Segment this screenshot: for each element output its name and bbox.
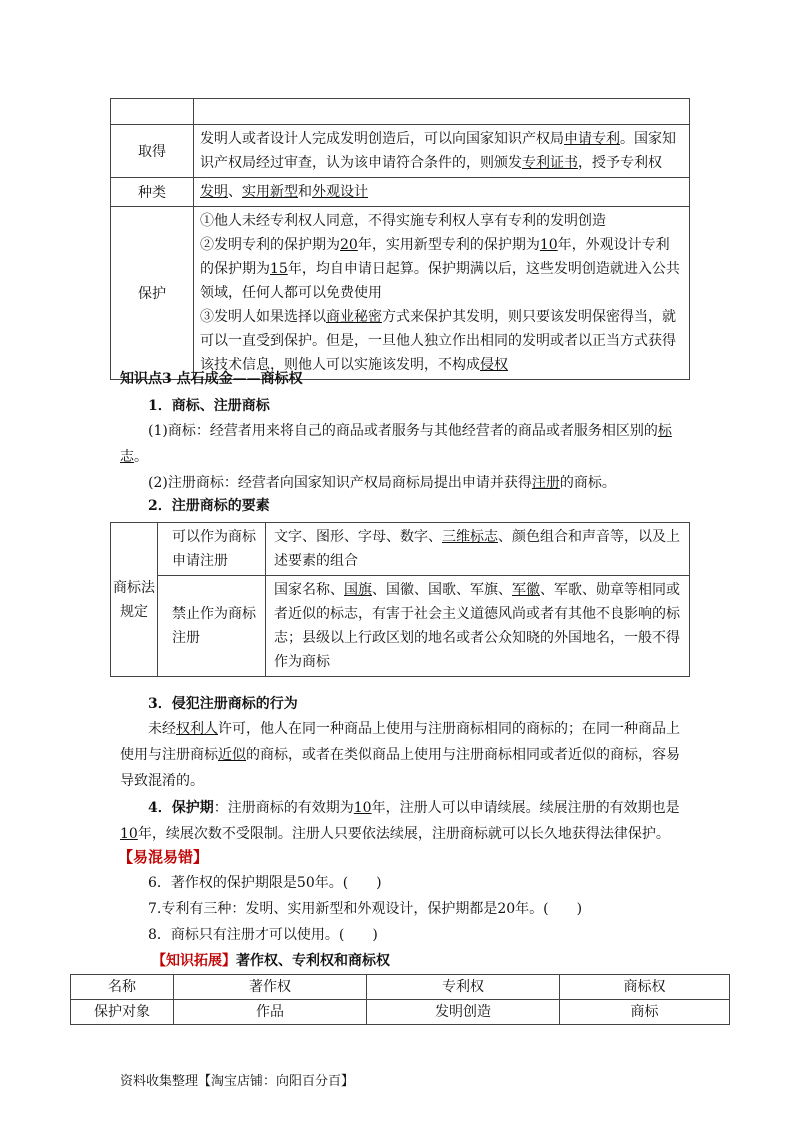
extension-header <box>152 950 390 970</box>
section-2-title: 2．注册商标的要素 <box>148 498 270 514</box>
comparison-table <box>70 974 730 1025</box>
text-run: 和 <box>298 184 312 200</box>
para-trademark-definition <box>120 418 688 470</box>
knowledge-point-title: 知识点3 点石成金——商标权 <box>120 371 303 387</box>
table-header-cell: 名称 <box>71 975 174 1000</box>
registrable-content <box>266 523 690 576</box>
para-registered-trademark <box>120 470 688 496</box>
underlined-answer: 专利证书 <box>522 155 578 171</box>
text-run: 年，实用新型专利的保护期为 <box>357 237 540 253</box>
row-key-protection: 保护 <box>111 207 194 380</box>
table-row <box>111 125 690 178</box>
text-run: 发明人或者设计人完成发明创造后，可以向国家知识产权局 <box>200 131 564 147</box>
row-value-obtain <box>194 125 690 178</box>
table-cell <box>194 99 690 125</box>
confusion-item: 7.专利有三种：发明、实用新型和外观设计，保护期都是20年。( ) <box>148 901 583 917</box>
table-cell: 保护对象 <box>71 1000 174 1025</box>
table-row <box>111 523 690 576</box>
text-run: 的商标。 <box>559 475 616 491</box>
section-1-title: 1．商标、注册商标 <box>148 398 270 414</box>
text-run: 、颜色组合和声音等，以及上述要素的组合 <box>274 529 680 569</box>
table-header-cell: 著作权 <box>174 975 367 1000</box>
text-run: ，授予专利权 <box>578 155 662 171</box>
underlined-answer: 10 <box>120 826 138 842</box>
extension-title: 著作权、专利权和商标权 <box>236 953 390 969</box>
row-value-types <box>194 178 690 207</box>
section-3-title: 3．侵犯注册商标的行为 <box>148 696 298 712</box>
row-key-obtain: 取得 <box>111 125 194 178</box>
para-infringement <box>120 716 688 794</box>
underlined-answer: 商业秘密 <box>326 309 382 325</box>
underlined-answer: 外观设计 <box>312 184 368 200</box>
text-run: 。国家知识产权局经过审查，认为该申请符合条件的，则颁发 <box>200 131 676 171</box>
extension-heading: 【知识拓展】 <box>152 953 236 969</box>
para-protection-period <box>120 795 688 847</box>
patent-table <box>110 98 690 380</box>
table-row <box>71 975 730 1000</box>
text-run: 年，外观设计专利的保护期为 <box>200 237 670 277</box>
confusion-heading: 【易混易错】 <box>118 848 209 866</box>
text-run: 许可，他人在同一种商品上使用与注册商标相同的商标的；在同一种商品上使用与注册商标 <box>120 721 680 763</box>
table-cell <box>111 99 194 125</box>
underlined-answer: 15 <box>270 261 288 277</box>
text-run: 年，续展次数不受限制。注册人只要依法续展，注册商标就可以长久地获得法律保护。 <box>137 826 670 842</box>
text-run: 、军歌、勋章等相同或者近似的标志，有害于社会主义道德风尚或者有其他不良影响的标志；县级以上行政区划的地名或者公众知晓的外国地名，一般不得作为商标 <box>274 582 680 670</box>
text-run: ③发明人如果选择以 <box>200 309 326 325</box>
footer: 资料收集整理【淘宝店铺：向阳百分百】 <box>120 1074 355 1089</box>
table-row <box>111 99 690 125</box>
underlined-answer: 申请专利 <box>564 131 620 147</box>
text-run: ：注册商标的有效期为 <box>213 800 354 816</box>
text-run: 。 <box>134 449 148 465</box>
underlined-answer: 三维标志 <box>442 529 498 545</box>
underlined-answer: 国旗 <box>344 582 372 598</box>
confusion-item: 8．商标只有注册才可以使用。( ) <box>148 927 378 943</box>
underlined-answer: 注册 <box>531 475 560 491</box>
table-row <box>71 1000 730 1025</box>
table-row <box>111 576 690 677</box>
table-header-cell: 商标权 <box>560 975 730 1000</box>
table-cell: 商标 <box>560 1000 730 1025</box>
prohibited-label: 禁止作为商标注册 <box>158 576 266 677</box>
table-cell: 作品 <box>174 1000 367 1025</box>
text-run: (1)商标：经营者用来将自己的商品或者服务与其他经营者的商品或者服务相区别的 <box>148 423 658 439</box>
text-run: 、国徽、国歌、军旗、 <box>372 582 512 598</box>
text-run: 、 <box>228 184 242 200</box>
underlined-answer: 10 <box>539 237 558 253</box>
table-row <box>111 178 690 207</box>
confusion-item: 6．著作权的保护期限是50年。( ) <box>148 875 382 891</box>
underlined-answer: 10 <box>353 800 372 816</box>
text-run: 未经 <box>148 721 176 737</box>
text-run: 国家名称、 <box>274 582 344 598</box>
text-run: 方式来保护其发明，则只要该发明保密得当，就可以一直受到保护。但是，一旦他人独立作出相同的发明或者以正当方式获得该技术信息，则他人可以实施该发明，不构成 <box>200 309 676 373</box>
table-header-cell: 专利权 <box>367 975 560 1000</box>
underlined-answer: 标志 <box>120 423 672 465</box>
trademark-table <box>110 522 690 677</box>
underlined-answer: 20 <box>340 237 358 253</box>
text-run: ②发明专利的保护期为 <box>200 237 340 253</box>
table-cell: 发明创造 <box>367 1000 560 1025</box>
row-key-types: 种类 <box>111 178 194 207</box>
text-run: 文字、图形、字母、数字、 <box>274 529 442 545</box>
text-run: 的商标，或者在类似商品上使用与注册商标相同或者近似的商标，容易导致混淆的。 <box>120 747 680 789</box>
underlined-answer: 实用新型 <box>242 184 298 200</box>
prohibited-content <box>266 576 690 677</box>
section-4-label: 4．保护期 <box>148 800 214 816</box>
text-run: 年，均自申请日起算。保护期满以后，这些发明创造就进入公共领域，任何人都可以免费使用 <box>200 261 680 301</box>
text-run: ①他人未经专利权人同意，不得实施专利权人享有专利的发明创造 <box>200 213 606 229</box>
text-run: (2)注册商标：经营者向国家知识产权局商标局提出申请并获得 <box>148 475 532 491</box>
trademark-law-label: 商标法规定 <box>111 523 158 677</box>
underlined-answer: 权利人 <box>176 721 218 737</box>
row-value-protection <box>194 207 690 380</box>
underlined-answer: 军徽 <box>512 582 540 598</box>
underlined-answer: 侵权 <box>480 357 508 373</box>
text-run: 年，注册人可以申请续展。续展注册的有效期也是 <box>371 800 680 816</box>
registrable-label: 可以作为商标申请注册 <box>158 523 266 576</box>
table-row <box>111 207 690 380</box>
underlined-answer: 发明 <box>200 184 228 200</box>
underlined-answer: 近似 <box>218 747 246 763</box>
